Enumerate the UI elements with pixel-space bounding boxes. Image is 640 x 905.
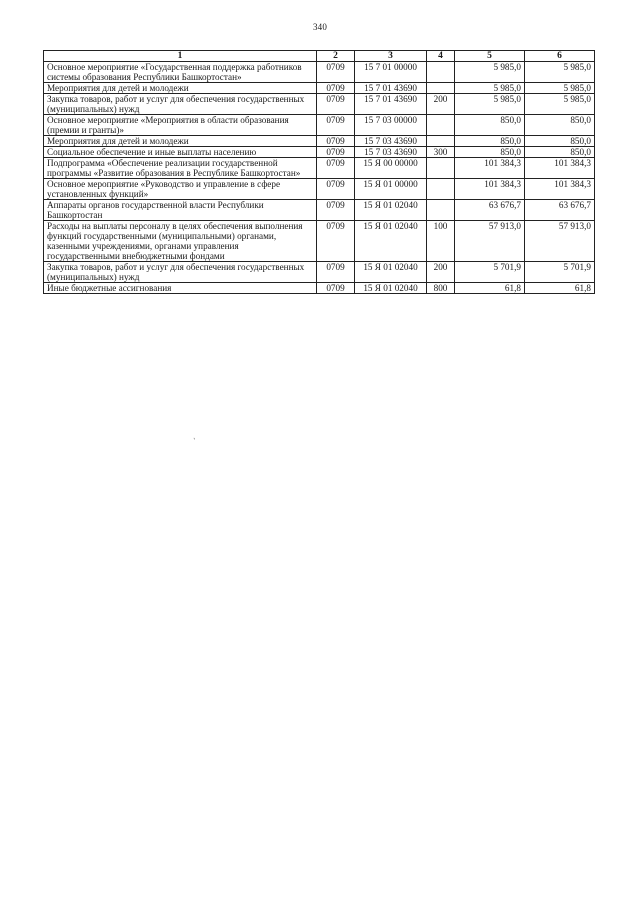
cell-section: 0709 [317,262,355,283]
cell-section: 0709 [317,83,355,94]
cell-code: 15 Я 01 02040 [355,200,427,221]
cell-code: 15 Я 00 00000 [355,158,427,179]
cell-name: Закупка товаров, работ и услуг для обеспечения государственных (муниципальных) нужд [44,94,317,115]
table-row [44,147,595,158]
cell-code: 15 7 01 43690 [355,83,427,94]
cell-group [427,62,455,83]
cell-group [427,179,455,200]
cell-code: 15 7 01 43690 [355,94,427,115]
cell-code: 15 Я 01 02040 [355,262,427,283]
table-row [44,115,595,136]
table-row [44,136,595,147]
cell-v1: 850,0 [455,136,525,147]
cell-name: Основное мероприятие «Мероприятия в области образования (премии и гранты)» [44,115,317,136]
cell-section: 0709 [317,221,355,262]
cell-code: 15 7 03 43690 [355,136,427,147]
table-row [44,94,595,115]
cell-v2: 101 384,3 [525,158,595,179]
table-row [44,221,595,262]
cell-section: 0709 [317,94,355,115]
cell-v2: 63 676,7 [525,200,595,221]
cell-name: Закупка товаров, работ и услуг для обеспечения государственных (муниципальных) нужд [44,262,317,283]
cell-group [427,158,455,179]
column-header: 6 [525,51,595,62]
column-header: 1 [44,51,317,62]
column-header: 4 [427,51,455,62]
cell-group: 300 [427,147,455,158]
page-number: 340 [312,22,328,32]
cell-code: 15 Я 01 00000 [355,179,427,200]
table-header-row [44,51,595,62]
cell-v1: 5 985,0 [455,83,525,94]
cell-v2: 57 913,0 [525,221,595,262]
cell-v2: 850,0 [525,147,595,158]
cell-section: 0709 [317,62,355,83]
cell-v2: 101 384,3 [525,179,595,200]
cell-section: 0709 [317,179,355,200]
table-row [44,158,595,179]
cell-v1: 850,0 [455,115,525,136]
cell-name: Мероприятия для детей и молодежи [44,136,317,147]
cell-code: 15 Я 01 02040 [355,283,427,294]
cell-v2: 5 985,0 [525,62,595,83]
cell-name: Аппараты органов государственной власти Республики Башкортостан [44,200,317,221]
cell-group [427,115,455,136]
cell-code: 15 7 03 43690 [355,147,427,158]
cell-v1: 101 384,3 [455,179,525,200]
cell-name: Подпрограмма «Обеспечение реализации государственной программы «Развитие образования в Республике Башкортостан» [44,158,317,179]
cell-name: Мероприятия для детей и молодежи [44,83,317,94]
cell-v2: 850,0 [525,115,595,136]
cell-code: 15 7 01 00000 [355,62,427,83]
cell-v2: 5 985,0 [525,83,595,94]
cell-section: 0709 [317,158,355,179]
table-row [44,200,595,221]
cell-v1: 101 384,3 [455,158,525,179]
cell-section: 0709 [317,200,355,221]
cell-name: Расходы на выплаты персоналу в целях обеспечения выполнения функций государственными (муниципальными) органами, казенными учреждениями, органами управления государственными внебюджетными фондами [44,221,317,262]
cell-v1: 5 985,0 [455,62,525,83]
stray-mark: ⸒ [189,429,196,441]
cell-name: Основное мероприятие «Государственная поддержка работников системы образования Республики Башкортостан» [44,62,317,83]
column-header: 3 [355,51,427,62]
table-row [44,62,595,83]
cell-group: 200 [427,94,455,115]
cell-code: 15 Я 01 02040 [355,221,427,262]
cell-v2: 5 701,9 [525,262,595,283]
cell-v1: 63 676,7 [455,200,525,221]
cell-section: 0709 [317,115,355,136]
cell-group [427,83,455,94]
cell-section: 0709 [317,147,355,158]
cell-section: 0709 [317,283,355,294]
cell-v2: 61,8 [525,283,595,294]
cell-v1: 61,8 [455,283,525,294]
cell-v2: 5 985,0 [525,94,595,115]
table-row [44,283,595,294]
cell-v2: 850,0 [525,136,595,147]
cell-name: Социальное обеспечение и иные выплаты населению [44,147,317,158]
table-row [44,83,595,94]
cell-code: 15 7 03 00000 [355,115,427,136]
cell-group: 800 [427,283,455,294]
cell-group: 200 [427,262,455,283]
cell-section: 0709 [317,136,355,147]
cell-name: Основное мероприятие «Руководство и управление в сфере установленных функций» [44,179,317,200]
cell-group [427,136,455,147]
cell-name: Иные бюджетные ассигнования [44,283,317,294]
cell-group [427,200,455,221]
cell-v1: 850,0 [455,147,525,158]
budget-table [43,50,595,294]
cell-group: 100 [427,221,455,262]
cell-v1: 5 701,9 [455,262,525,283]
cell-v1: 57 913,0 [455,221,525,262]
column-header: 5 [455,51,525,62]
table-row [44,179,595,200]
cell-v1: 5 985,0 [455,94,525,115]
table-row [44,262,595,283]
column-header: 2 [317,51,355,62]
